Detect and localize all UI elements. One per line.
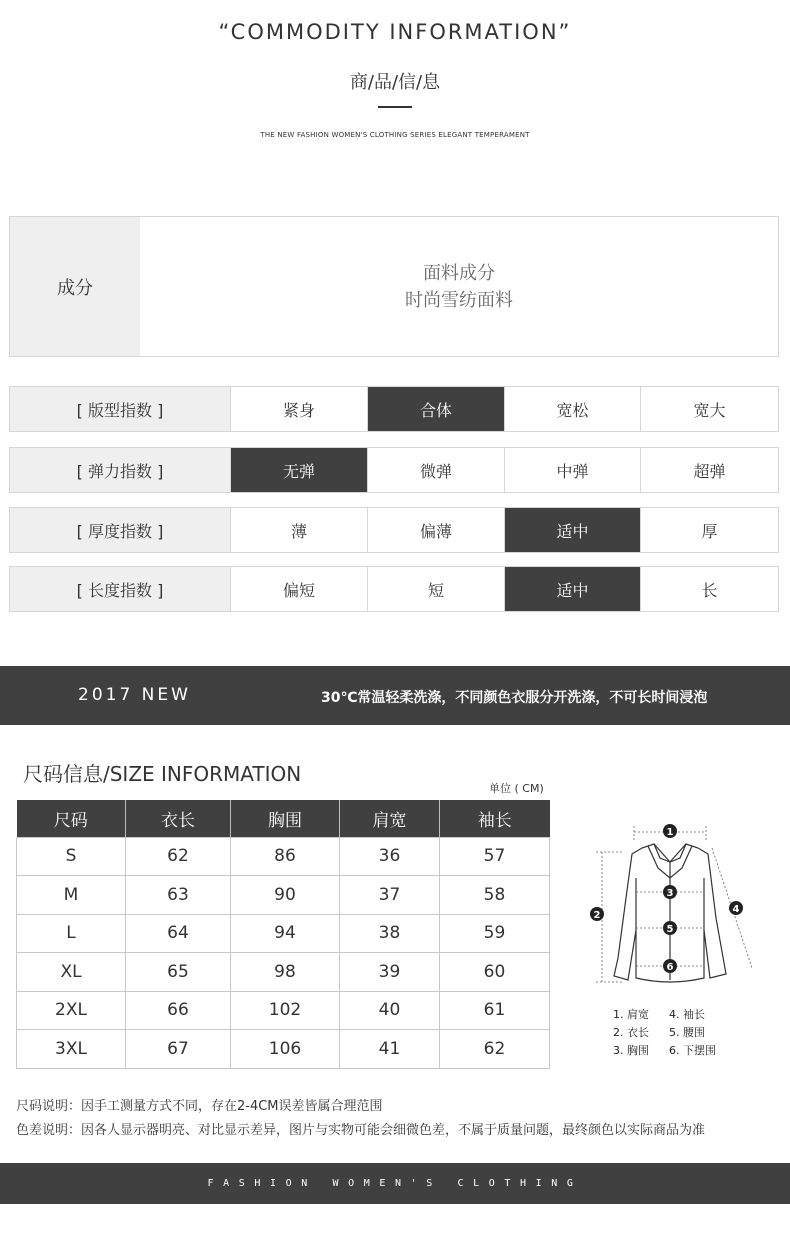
table-cell: 102 [231, 991, 340, 1030]
diagram-legend [613, 1006, 725, 1060]
index-option: 偏薄 [368, 508, 505, 552]
legend-item: 1. 肩宽 [613, 1008, 649, 1021]
table-row [17, 876, 550, 915]
table-cell: 62 [126, 837, 231, 876]
table-cell: M [17, 876, 126, 915]
measurement-diagram [584, 818, 764, 993]
table-cell: 66 [126, 991, 231, 1030]
title-subtitle: THE NEW FASHION WOMEN'S CLOTHING SERIES ELEGANT TEMPERAMENT [260, 131, 530, 139]
composition-label: 成分 [10, 217, 140, 356]
index-option: 中弹 [505, 448, 641, 492]
footer-text: FASHION WOMEN'S CLOTHING [207, 1178, 583, 1189]
index-option: 超弹 [641, 448, 778, 492]
wash-banner [0, 666, 790, 725]
footer-banner [0, 1163, 790, 1204]
table-cell: XL [17, 953, 126, 992]
index-label: [ 版型指数 ] [10, 387, 231, 431]
table-cell: 40 [340, 991, 440, 1030]
index-option: 薄 [231, 508, 368, 552]
table-cell: 63 [126, 876, 231, 915]
marker-3: 3 [666, 888, 674, 899]
table-cell: 64 [126, 914, 231, 953]
index-option: 宽大 [641, 387, 778, 431]
composition-text [140, 217, 778, 356]
composition-line-1: 面料成分 [423, 262, 495, 284]
index-option: 长 [641, 567, 778, 611]
legend-item: 2. 衣长 [613, 1026, 649, 1039]
index-label: [ 长度指数 ] [10, 567, 231, 611]
legend-row [613, 1042, 725, 1060]
table-cell: 36 [340, 837, 440, 876]
composition-box [9, 216, 779, 357]
index-row-length [9, 566, 779, 612]
marker-5: 5 [666, 924, 674, 935]
table-cell: L [17, 914, 126, 953]
index-option: 合体 [368, 387, 505, 431]
index-option: 适中 [505, 508, 641, 552]
marker-2: 2 [593, 910, 601, 921]
legend-item: 3. 胸围 [613, 1044, 649, 1057]
title-divider [378, 106, 412, 108]
index-row-elasticity [9, 447, 779, 493]
table-cell: 2XL [17, 991, 126, 1030]
legend-item: 6. 下摆围 [669, 1044, 716, 1057]
table-cell: 3XL [17, 1030, 126, 1069]
size-table-header [17, 800, 550, 837]
index-option: 偏短 [231, 567, 368, 611]
legend-item: 5. 腰围 [669, 1026, 705, 1039]
column-header: 胸围 [231, 800, 340, 837]
banner-wash-instructions: 30℃常温轻柔洗涤，不同颜色衣服分开洗涤，不可长时间浸泡 [321, 690, 708, 706]
column-header: 肩宽 [340, 800, 440, 837]
legend-row [613, 1006, 725, 1024]
table-row [17, 914, 550, 953]
index-label: [ 弹力指数 ] [10, 448, 231, 492]
table-cell: 59 [440, 914, 550, 953]
table-cell: 60 [440, 953, 550, 992]
measurement-markers [590, 824, 743, 973]
measurement-lines [593, 826, 752, 982]
table-row [17, 991, 550, 1030]
table-cell: 65 [126, 953, 231, 992]
index-option: 微弹 [368, 448, 505, 492]
marker-1: 1 [666, 827, 674, 838]
table-cell: 67 [126, 1030, 231, 1069]
size-title: 尺码信息/SIZE INFORMATION [23, 762, 302, 786]
title-english: “COMMODITY INFORMATION” [218, 20, 572, 44]
index-option: 无弹 [231, 448, 368, 492]
table-cell: 106 [231, 1030, 340, 1069]
size-unit: 单位 ( CM) [489, 782, 544, 795]
index-option: 宽松 [505, 387, 641, 431]
legend-item: 4. 袖长 [669, 1008, 705, 1021]
table-cell: 86 [231, 837, 340, 876]
table-row [17, 837, 550, 876]
table-cell: 62 [440, 1030, 550, 1069]
table-cell: 90 [231, 876, 340, 915]
table-cell: 61 [440, 991, 550, 1030]
marker-4: 4 [732, 904, 740, 915]
table-cell: 41 [340, 1030, 440, 1069]
marker-6: 6 [666, 962, 674, 973]
table-cell: 98 [231, 953, 340, 992]
index-option: 厚 [641, 508, 778, 552]
index-row-fit [9, 386, 779, 432]
index-option: 适中 [505, 567, 641, 611]
index-label: [ 厚度指数 ] [10, 508, 231, 552]
title-chinese: 商/品/信/息 [349, 72, 441, 93]
composition-line-2: 时尚雪纺面料 [405, 289, 513, 311]
size-note: 尺码说明：因手工测量方式不同，存在2-4CM误差皆属合理范围 [16, 1099, 383, 1114]
column-header: 袖长 [440, 800, 550, 837]
table-cell: 58 [440, 876, 550, 915]
banner-year: 2017 NEW [78, 685, 191, 705]
table-cell: 94 [231, 914, 340, 953]
index-option: 短 [368, 567, 505, 611]
table-row [17, 1030, 550, 1069]
column-header: 衣长 [126, 800, 231, 837]
table-cell: 38 [340, 914, 440, 953]
table-cell: 39 [340, 953, 440, 992]
index-option: 紧身 [231, 387, 368, 431]
legend-row [613, 1024, 725, 1042]
table-cell: S [17, 837, 126, 876]
table-cell: 37 [340, 876, 440, 915]
color-note: 色差说明：因各人显示器明亮、对比显示差异，图片与实物可能会细微色差，不属于质量问题，最终颜色以实际商品为准 [16, 1123, 706, 1138]
table-cell: 57 [440, 837, 550, 876]
column-header: 尺码 [17, 800, 126, 837]
index-row-thickness [9, 507, 779, 553]
table-row [17, 953, 550, 992]
size-table [16, 800, 550, 1069]
